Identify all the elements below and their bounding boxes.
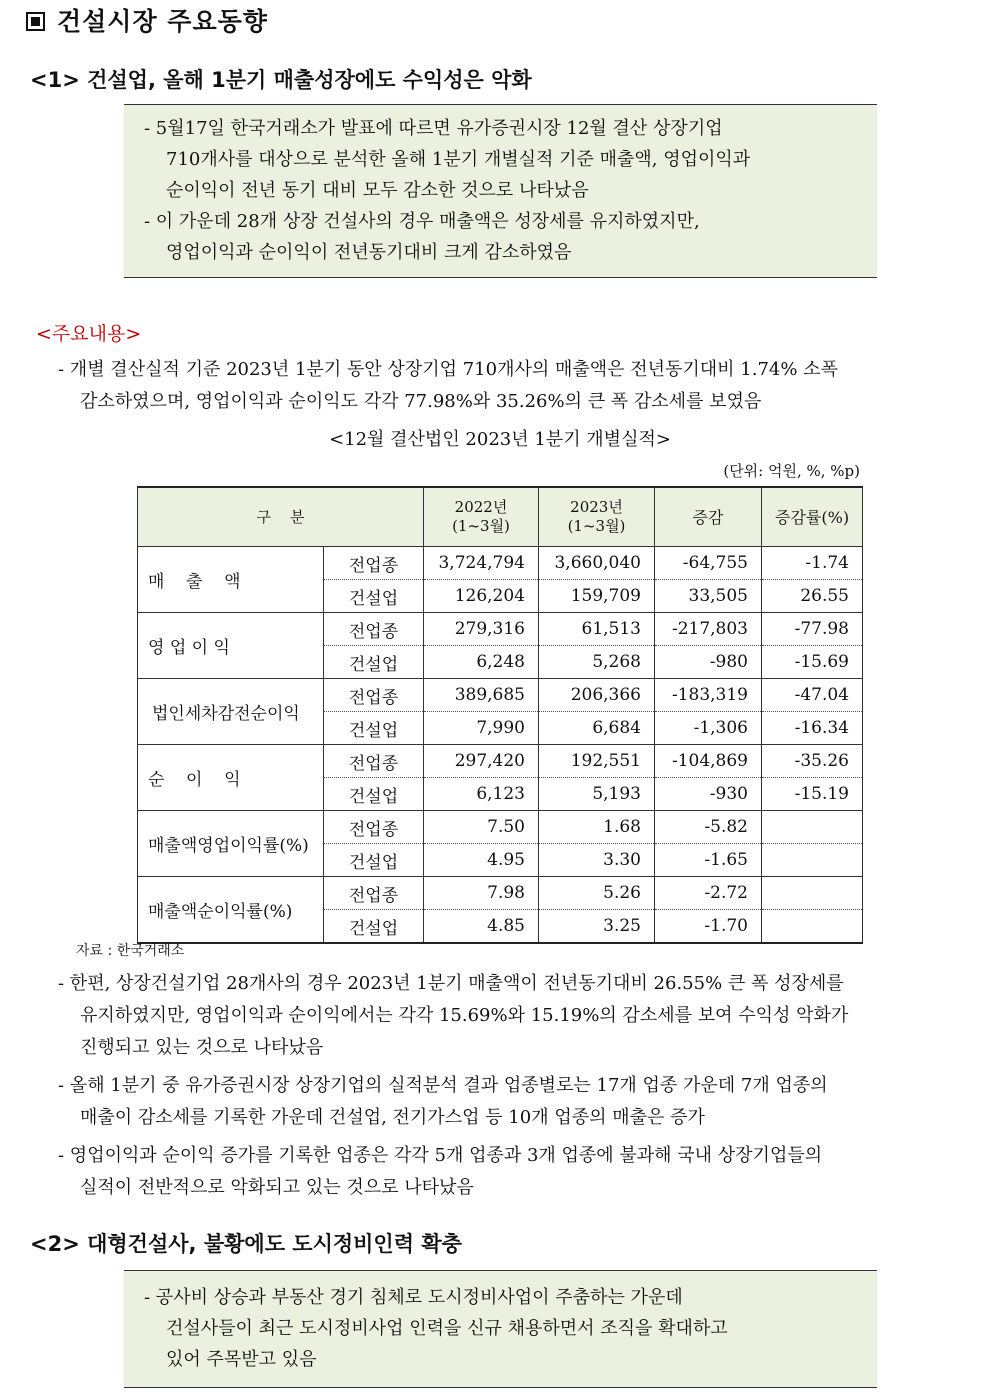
cell-rate: -16.34 (762, 712, 863, 745)
cell-2023: 1.68 (539, 811, 655, 844)
cell-change: -930 (655, 778, 762, 811)
row-subcategory: 건설업 (324, 580, 424, 613)
row-category: 매 출 액 (138, 547, 324, 613)
cell-2022: 297,420 (424, 745, 539, 778)
cell-change: -980 (655, 646, 762, 679)
cell-2023: 192,551 (539, 745, 655, 778)
cell-2022: 7,990 (424, 712, 539, 745)
header-category: 구 분 (138, 487, 424, 547)
article1-title: <1> 건설업, 올해 1분기 매출성장에도 수익성은 악화 (30, 68, 532, 92)
cell-rate (762, 877, 863, 910)
cell-2022: 3,724,794 (424, 547, 539, 580)
table-unit: (단위: 억원, %, %p) (723, 462, 860, 480)
header-change: 증감 (655, 487, 762, 547)
table-row (138, 877, 863, 910)
cell-change: -1,306 (655, 712, 762, 745)
cell-2022: 279,316 (424, 613, 539, 646)
summary-line: - 공사비 상승과 부동산 경기 침체로 도시정비사업이 주춤하는 가운데 (144, 1287, 683, 1308)
cell-change: -1.65 (655, 844, 762, 877)
cell-2023: 6,684 (539, 712, 655, 745)
cell-2023: 5.26 (539, 877, 655, 910)
cell-2022: 6,248 (424, 646, 539, 679)
cell-rate (762, 844, 863, 877)
cell-2023: 3,660,040 (539, 547, 655, 580)
cell-change: -2.72 (655, 877, 762, 910)
summary-line: 순이익이 전년 동기 대비 모두 감소한 것으로 나타났음 (166, 180, 589, 201)
cell-rate: -15.19 (762, 778, 863, 811)
table-row (138, 547, 863, 580)
row-subcategory: 전업종 (324, 547, 424, 580)
table-title: <12월 결산법인 2023년 1분기 개별실적> (329, 429, 671, 450)
paragraph-line: 유지하였지만, 영업이익과 순이익에서는 각각 15.69%와 15.19%의 감소세를 보여 수익성 악화가 (80, 1005, 849, 1026)
cell-rate: -15.69 (762, 646, 863, 679)
summary-line: 있어 주목받고 있음 (166, 1349, 317, 1370)
paragraph-line: 진행되고 있는 것으로 나타났음 (80, 1037, 324, 1058)
cell-2022: 6,123 (424, 778, 539, 811)
cell-change: -64,755 (655, 547, 762, 580)
cell-change: -104,869 (655, 745, 762, 778)
row-category: 영 업 이 익 (138, 613, 324, 679)
cell-change: -183,319 (655, 679, 762, 712)
cell-rate (762, 910, 863, 944)
cell-change: -5.82 (655, 811, 762, 844)
paragraph-line: 감소하였으며, 영업이익과 순이익도 각각 77.98%와 35.26%의 큰 폭 감소세를 보였음 (80, 391, 762, 412)
cell-change: -1.70 (655, 910, 762, 944)
cell-2023: 3.30 (539, 844, 655, 877)
row-category: 순 이 익 (138, 745, 324, 811)
paragraph-line: 매출이 감소세를 기록한 가운데 건설업, 전기가스업 등 10개 업종의 매출은 증가 (80, 1107, 705, 1128)
cell-2022: 126,204 (424, 580, 539, 613)
header-2022: 2022년 (1~3월) (424, 487, 539, 547)
cell-2022: 7.50 (424, 811, 539, 844)
cell-2022: 4.85 (424, 910, 539, 944)
earnings-table (137, 486, 863, 944)
cell-rate (762, 811, 863, 844)
cell-2022: 7.98 (424, 877, 539, 910)
row-subcategory: 전업종 (324, 613, 424, 646)
header-2023: 2023년 (1~3월) (539, 487, 655, 547)
row-subcategory: 건설업 (324, 844, 424, 877)
article2-title: <2> 대형건설사, 불황에도 도시정비인력 확충 (30, 1232, 462, 1256)
table-row (138, 679, 863, 712)
paragraph-line: 실적이 전반적으로 악화되고 있는 것으로 나타났음 (80, 1177, 474, 1198)
table-source: 자료 : 한국거래소 (76, 943, 185, 959)
row-subcategory: 전업종 (324, 679, 424, 712)
paragraph-line: - 올해 1분기 중 유가증권시장 상장기업의 실적분석 결과 업종별로는 17개 업종 가운데 7개 업종의 (58, 1075, 828, 1096)
row-subcategory: 전업종 (324, 811, 424, 844)
row-subcategory: 건설업 (324, 646, 424, 679)
cell-rate: -1.74 (762, 547, 863, 580)
header-rate: 증감률(%) (762, 487, 863, 547)
row-subcategory: 전업종 (324, 745, 424, 778)
main-content-label: <주요내용> (36, 323, 142, 345)
cell-2022: 4.95 (424, 844, 539, 877)
cell-2023: 3.25 (539, 910, 655, 944)
analysis-paragraphs (58, 968, 976, 1204)
summary-line: 710개사를 대상으로 분석한 올해 1분기 개별실적 기준 매출액, 영업이익과 (166, 149, 751, 170)
row-category: 매출액순이익률(%) (138, 877, 324, 944)
summary-line: - 5월17일 한국거래소가 발표에 따르면 유가증권시장 12월 결산 상장기업 (144, 118, 723, 139)
row-subcategory: 건설업 (324, 910, 424, 944)
summary-line: 건설사들이 최근 도시정비사업 인력을 신규 채용하면서 조직을 확대하고 (166, 1318, 728, 1339)
paragraph-line: - 한편, 상장건설기업 28개사의 경우 2023년 1분기 매출액이 전년동기대비 26.55% 큰 폭 성장세를 (58, 973, 844, 994)
row-category: 매출액영업이익률(%) (138, 811, 324, 877)
cell-2023: 5,268 (539, 646, 655, 679)
table-row (138, 613, 863, 646)
main-paragraph (58, 354, 976, 418)
paragraph-line: - 개별 결산실적 기준 2023년 1분기 동안 상장기업 710개사의 매출액은 전년동기대비 1.74% 소폭 (58, 359, 838, 380)
article1-summary-box (124, 104, 877, 278)
cell-change: 33,505 (655, 580, 762, 613)
cell-rate: -77.98 (762, 613, 863, 646)
summary-line: 영업이익과 순이익이 전년동기대비 크게 감소하였음 (166, 242, 572, 263)
row-subcategory: 건설업 (324, 778, 424, 811)
cell-2023: 159,709 (539, 580, 655, 613)
cell-2023: 61,513 (539, 613, 655, 646)
checkbox-square-icon (26, 12, 45, 31)
summary-line: - 이 가운데 28개 상장 건설사의 경우 매출액은 성장세를 유지하였지만, (144, 211, 700, 232)
cell-rate: 26.55 (762, 580, 863, 613)
table-row (138, 745, 863, 778)
cell-2023: 206,366 (539, 679, 655, 712)
cell-rate: -47.04 (762, 679, 863, 712)
row-subcategory: 전업종 (324, 877, 424, 910)
paragraph-line: - 영업이익과 순이익 증가를 기록한 업종은 각각 5개 업종과 3개 업종에 불과해 국내 상장기업들의 (58, 1145, 823, 1166)
row-category: 법인세차감전순이익 (138, 679, 324, 745)
row-subcategory: 건설업 (324, 712, 424, 745)
cell-2023: 5,193 (539, 778, 655, 811)
cell-rate: -35.26 (762, 745, 863, 778)
cell-2022: 389,685 (424, 679, 539, 712)
section-title: 건설시장 주요동향 (26, 2, 268, 38)
table-row (138, 811, 863, 844)
article2-summary-box (124, 1270, 877, 1388)
cell-change: -217,803 (655, 613, 762, 646)
table-header-row (138, 487, 863, 547)
